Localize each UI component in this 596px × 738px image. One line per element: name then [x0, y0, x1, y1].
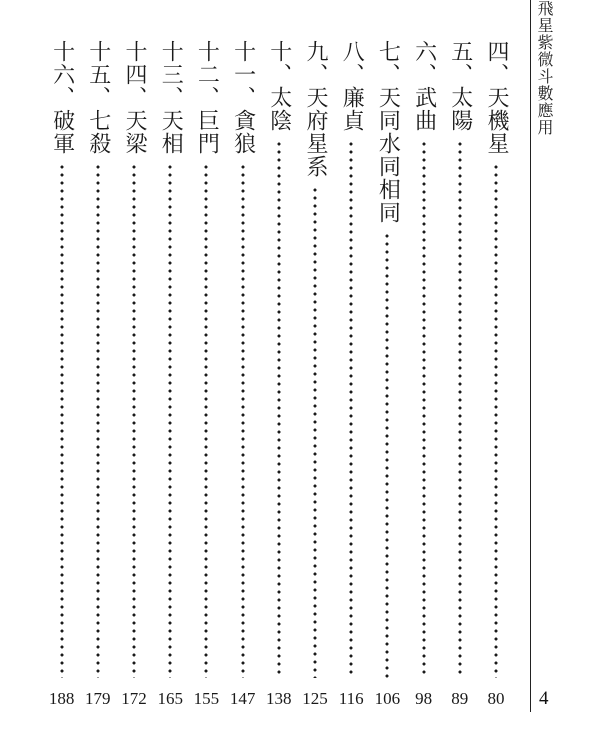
toc-entry[interactable]	[49, 40, 75, 712]
toc-entry-page: 165	[157, 689, 183, 708]
toc-entry-page: 98	[415, 689, 433, 708]
dot-leader	[385, 232, 389, 678]
toc-entry[interactable]	[302, 40, 328, 712]
toc-entry-title: 十五、七殺	[85, 40, 111, 155]
dot-leader	[96, 163, 100, 678]
toc-entry[interactable]	[411, 40, 437, 712]
toc-entry-title: 十六、破軍	[49, 40, 75, 155]
dot-leader	[313, 186, 317, 678]
dot-leader	[349, 140, 353, 678]
toc-entry-title: 十三、天相	[158, 40, 184, 155]
toc-entry[interactable]	[483, 40, 509, 712]
toc-entry-page: 125	[302, 689, 328, 708]
toc-entry[interactable]	[447, 40, 473, 712]
toc-entry-title: 六、武曲	[411, 40, 437, 132]
running-title: 飛星紫微斗數應用	[535, 0, 554, 136]
toc-entry[interactable]	[374, 40, 400, 712]
toc-entry[interactable]	[157, 40, 183, 712]
dot-leader	[422, 140, 426, 678]
toc-entry-title: 十四、天梁	[122, 40, 147, 155]
toc-entry-page: 138	[266, 689, 292, 708]
dot-leader	[204, 163, 208, 678]
toc-entry-page: 179	[85, 689, 111, 708]
dot-leader	[277, 140, 281, 678]
toc-entry[interactable]	[193, 40, 219, 712]
toc-entry[interactable]	[85, 40, 111, 712]
page-number: 4	[539, 688, 549, 709]
toc-entry-title: 四、天機星	[484, 40, 509, 155]
dot-leader	[168, 163, 172, 678]
toc-entry-title: 七、天同水同相同	[375, 40, 401, 224]
toc-entry-title: 八、廉貞	[339, 40, 365, 132]
toc-entry-page: 89	[451, 689, 469, 708]
toc-entry-title: 十一、貪狼	[230, 40, 256, 155]
toc-entry[interactable]	[230, 40, 256, 712]
toc-entry-title: 五、太陽	[447, 40, 473, 132]
toc-entry[interactable]	[338, 40, 364, 712]
toc-entry[interactable]	[266, 40, 292, 712]
toc-entry-page: 116	[338, 689, 364, 708]
toc-entry[interactable]	[121, 40, 147, 712]
dot-leader	[60, 163, 64, 678]
dot-leader	[241, 163, 245, 678]
toc-entry-title: 十、太陰	[266, 40, 292, 132]
toc-entry-page: 106	[374, 689, 401, 708]
dot-leader	[494, 163, 498, 678]
dot-leader	[132, 163, 136, 678]
toc-entry-page: 80	[487, 689, 505, 708]
dot-leader	[458, 140, 462, 678]
toc-entry-page: 155	[193, 689, 220, 708]
toc-entry-title: 九、天府星系	[303, 40, 328, 178]
toc-entry-page: 147	[229, 689, 256, 708]
toc-entry-page: 172	[121, 689, 147, 708]
toc-entry-title: 十二、巨門	[194, 40, 220, 155]
toc-entry-page: 188	[48, 689, 75, 708]
